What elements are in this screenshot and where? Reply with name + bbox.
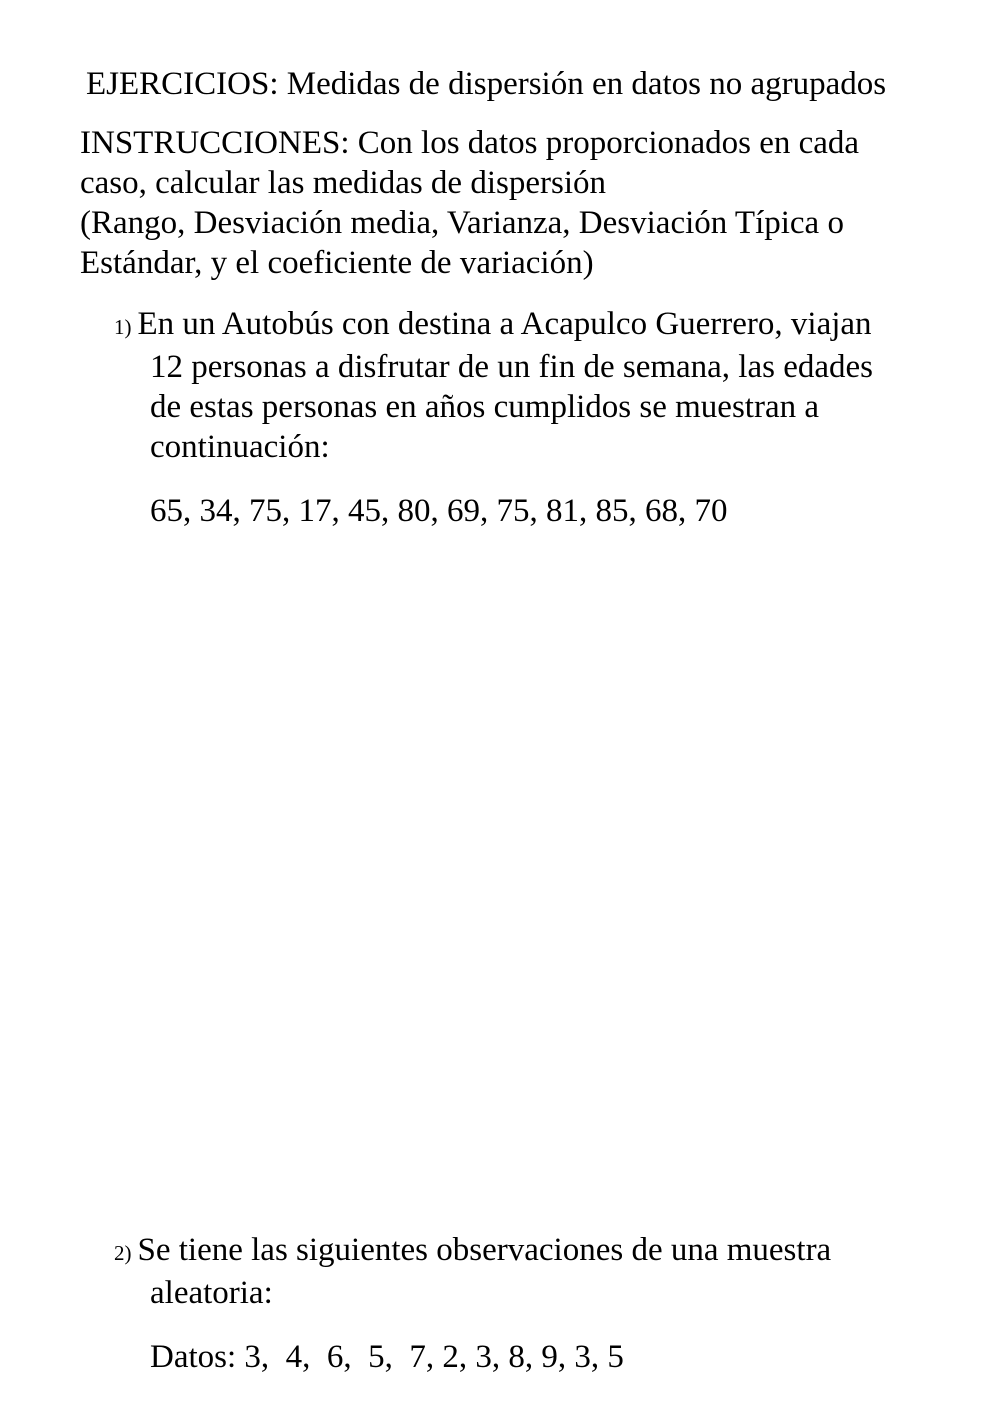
exercise-1-text-line: de estas personas en años cumplidos se muestran a [150, 389, 819, 425]
exercise-1-first-line [114, 304, 974, 347]
instructions-line: Estándar, y el coeficiente de variación) [80, 245, 594, 281]
exercise-2-data: Datos: 3, 4, 6, 5, 7, 2, 3, 8, 9, 3, 5 [150, 1339, 624, 1375]
exercise-1 [114, 304, 974, 531]
exercise-1-text-line: continuación: [150, 429, 330, 465]
exercise-2-number: 2) [114, 1241, 132, 1265]
instructions-block [80, 123, 960, 283]
instructions-line: INSTRUCCIONES: Con los datos proporcionados en cada [80, 125, 860, 161]
exercise-1-data: 65, 34, 75, 17, 45, 80, 69, 75, 81, 85, 68, 70 [150, 493, 728, 529]
instructions-line: (Rango, Desviación media, Varianza, Desviación Típica o [80, 205, 844, 241]
exercise-2 [114, 1230, 974, 1377]
exercise-2-text-line: aleatoria: [150, 1275, 273, 1311]
exercise-1-text-line: 12 personas a disfrutar de un fin de semana, las edades [150, 349, 874, 385]
exercise-1-text-line: En un Autobús con destina a Acapulco Guerrero, viajan [137, 306, 872, 342]
exercise-2-text-line: Se tiene las siguientes observaciones de una muestra [137, 1232, 832, 1268]
instructions-line: caso, calcular las medidas de dispersión [80, 165, 606, 201]
exercise-1-number: 1) [114, 315, 132, 339]
exercise-2-first-line [114, 1230, 974, 1273]
page-title: EJERCICIOS: Medidas de dispersión en datos no agrupados [86, 66, 887, 102]
